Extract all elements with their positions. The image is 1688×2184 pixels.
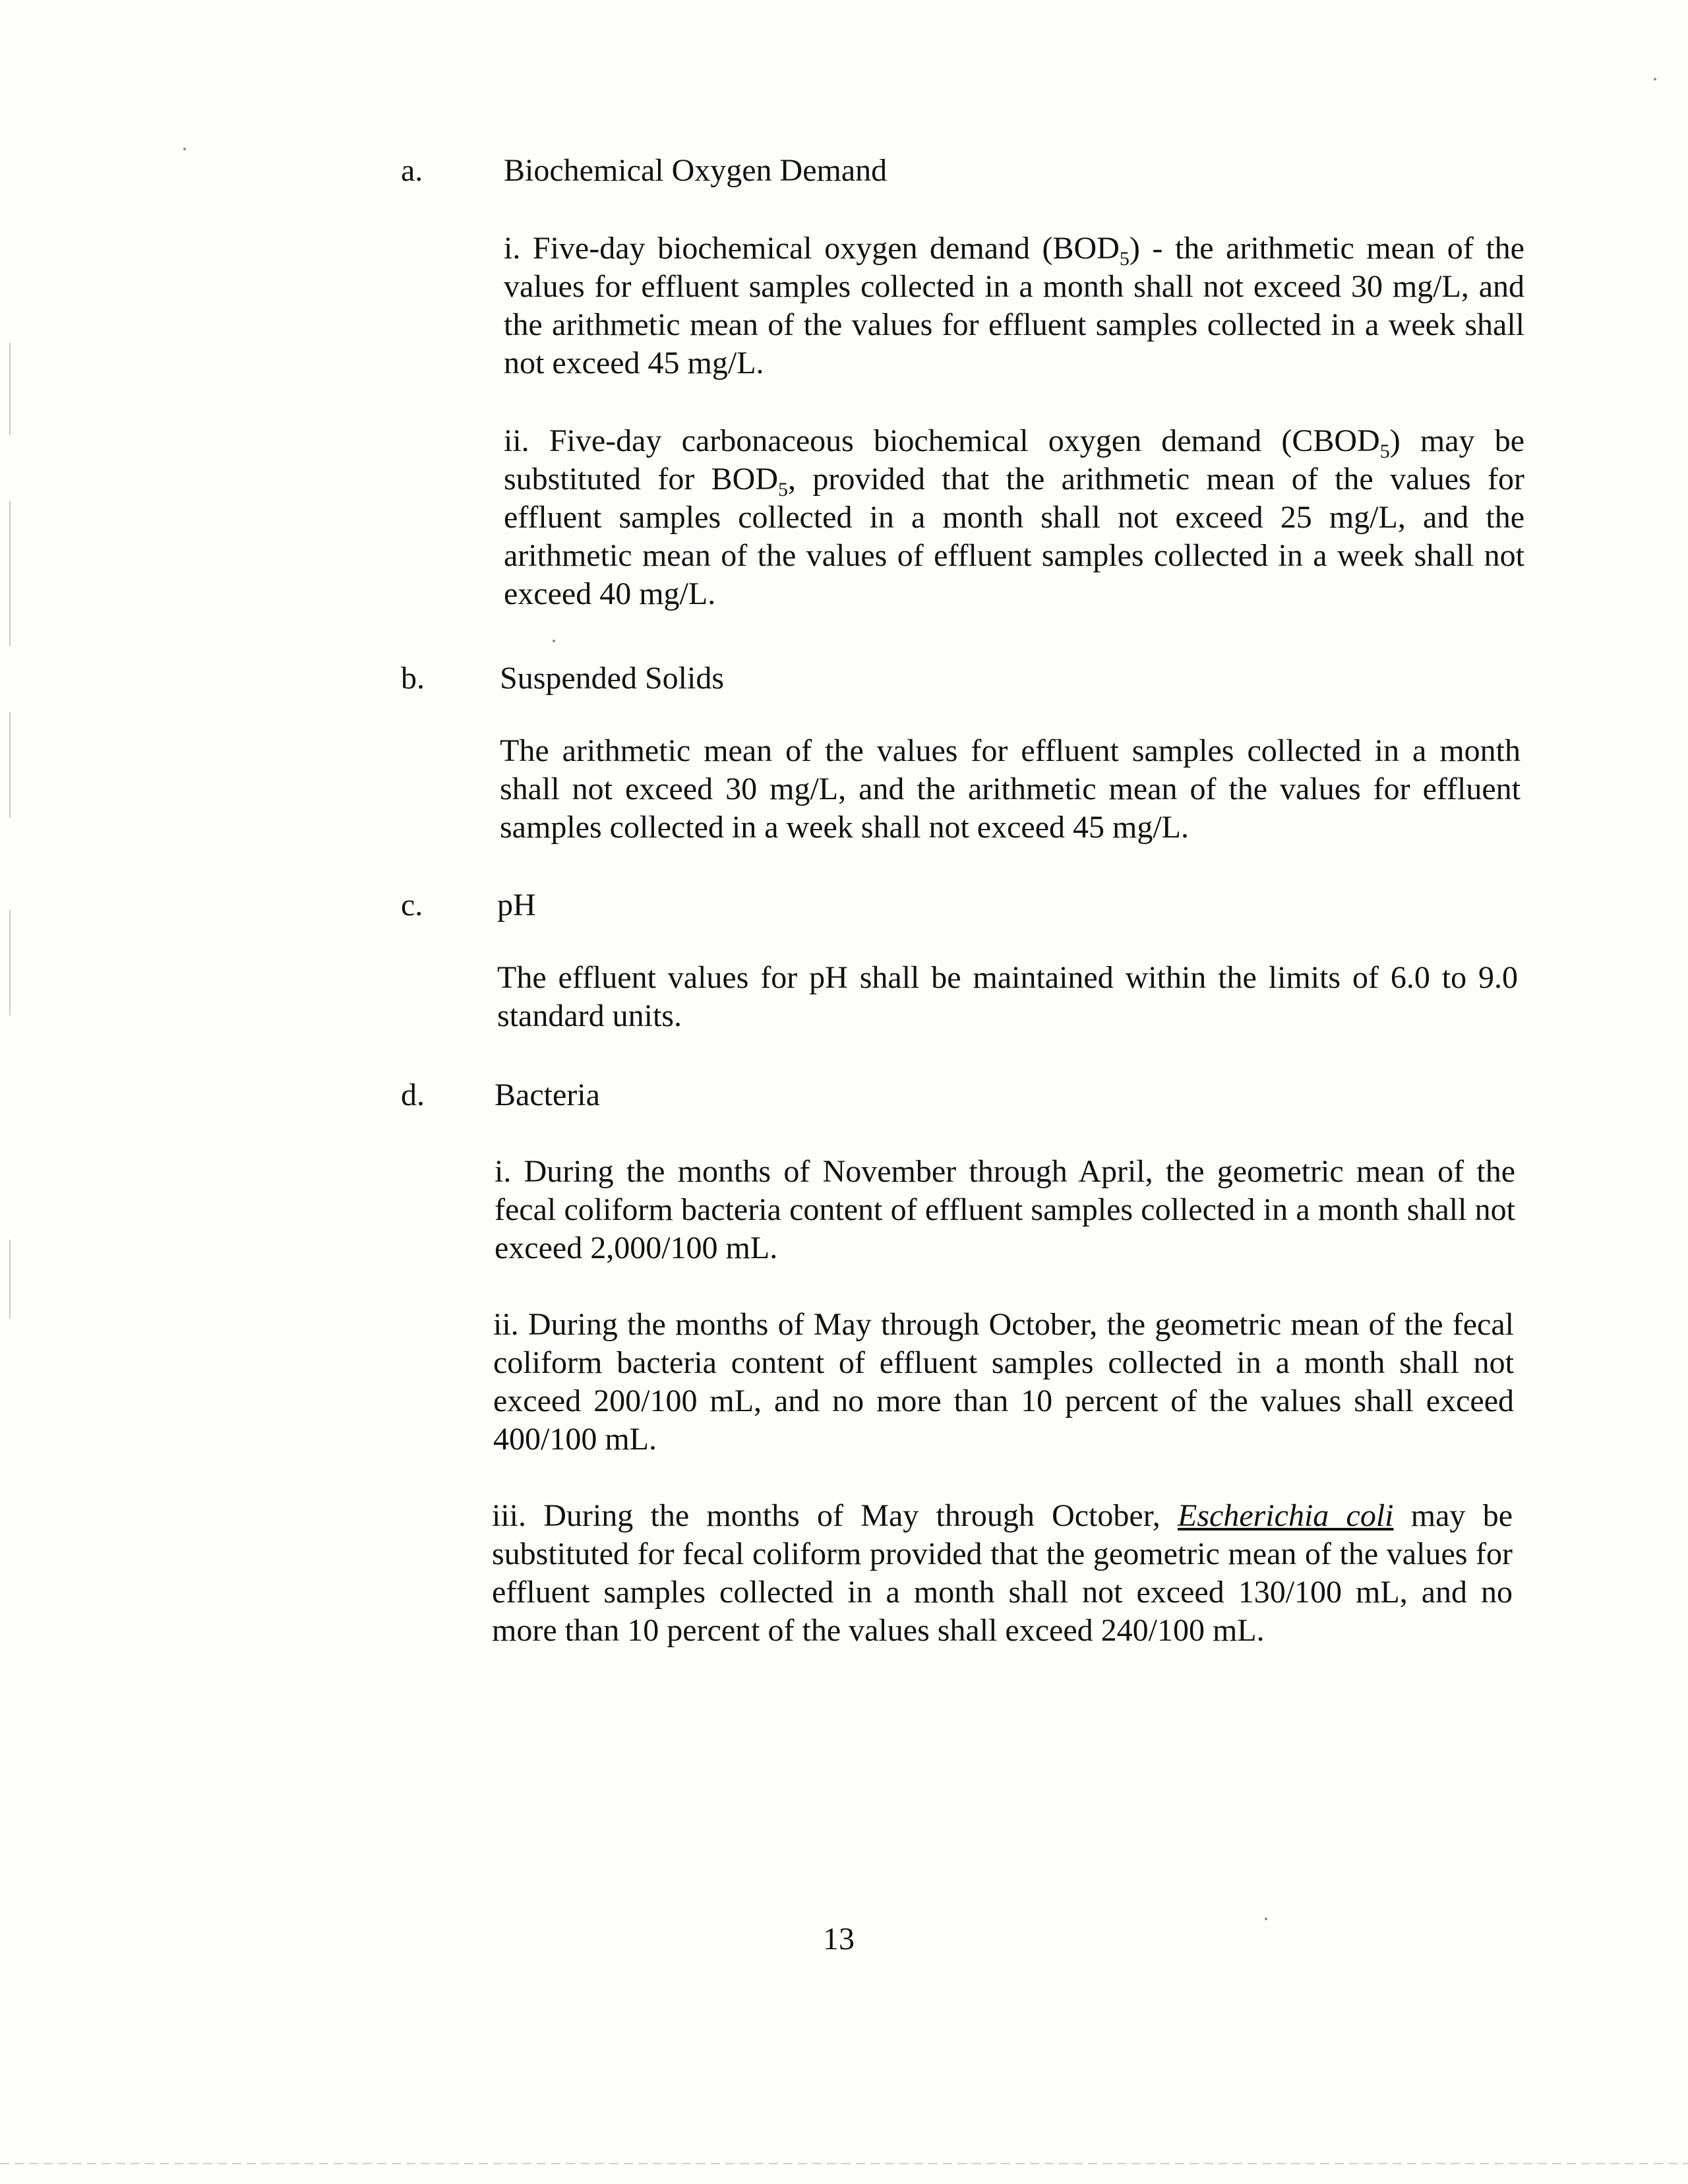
section-d-item-iii-organism: Escherichia coli [1178,1498,1394,1533]
section-d-item-i: i. During the months of November through April, the geometric mean of the fecal coliform bacteria content of effluent samples collected in a month shall not exceed 2,000/100 mL. [495,1154,1515,1265]
section-a-item-ii-mid: ) may be substituted for BOD [504,423,1525,497]
section-d-item-iii-lead: iii. During the months of May through October, [492,1498,1178,1533]
section-a-item-i-subscript: 5 [1119,248,1130,270]
section-d-heading: Bacteria [495,1077,600,1112]
section-d-letter: d. [401,1077,425,1112]
scan-speck [1265,1918,1267,1920]
section-a-item-ii [504,422,1524,613]
section-d-item-iii-tail: may be substituted for fecal coliform provided that the geometric mean of the values for effluent samples collected in a month shall not exceed 130/100 mL, and no more than 10 percent of the values shall exceed 240/100 mL. [492,1498,1513,1648]
section-d-item-iii [492,1497,1513,1650]
section-c-text: The effluent values for pH shall be maintained within the limits of 6.0 to 9.0 standard units. [497,960,1518,1033]
section-c-heading: pH [497,888,536,923]
scan-speck [183,148,186,150]
section-d-item-ii: ii. During the months of May through October, the geometric mean of the fecal coliform bacteria content of effluent samples collected in a month shall not exceed 200/100 mL, and no more than 10 percent of the values shall exceed 400/100 mL. [493,1307,1514,1457]
section-a-item-ii-lead: ii. Five-day carbonaceous biochemical oxygen demand (CBOD [504,423,1380,458]
scan-speck [553,640,555,642]
section-a-letter: a. [401,153,423,188]
section-b-text: The arithmetic mean of the values for effluent samples collected in a month shall not exceed 30 mg/L, and the arithmetic mean of the values for effluent samples collected in a week shall not exceed 45 mg/L. [500,733,1521,845]
section-a-heading: Biochemical Oxygen Demand [504,153,888,188]
page-number: 13 [823,1922,855,1957]
section-b-heading: Suspended Solids [500,661,725,696]
section-a-item-i [504,229,1524,382]
section-a-item-ii-subscript-2: 5 [778,479,788,501]
section-c-letter: c. [401,888,423,923]
section-a-item-i-lead: i. Five-day biochemical oxygen demand (BOD [504,231,1120,266]
scan-left-edge-artifact [0,0,20,2184]
section-a-item-i-tail: ) - the arithmetic mean of the values for effluent samples collected in a month shall not exceed 30 mg/L, and the arithmetic mean of the values for effluent samples collected in a week shall not exceed 45 mg/L. [504,231,1524,380]
scan-bottom-edge-artifact [0,2163,1688,2164]
section-b-letter: b. [401,661,425,696]
section-a-item-ii-subscript-1: 5 [1379,440,1390,462]
scan-speck [1654,78,1656,80]
section-a-item-ii-tail: , provided that the arithmetic mean of the values for effluent samples collected in a month shall not exceed 25 mg/L, and the arithmetic mean of the values of effluent samples collected in a week shall not exceed 40 mg/L. [504,462,1525,611]
